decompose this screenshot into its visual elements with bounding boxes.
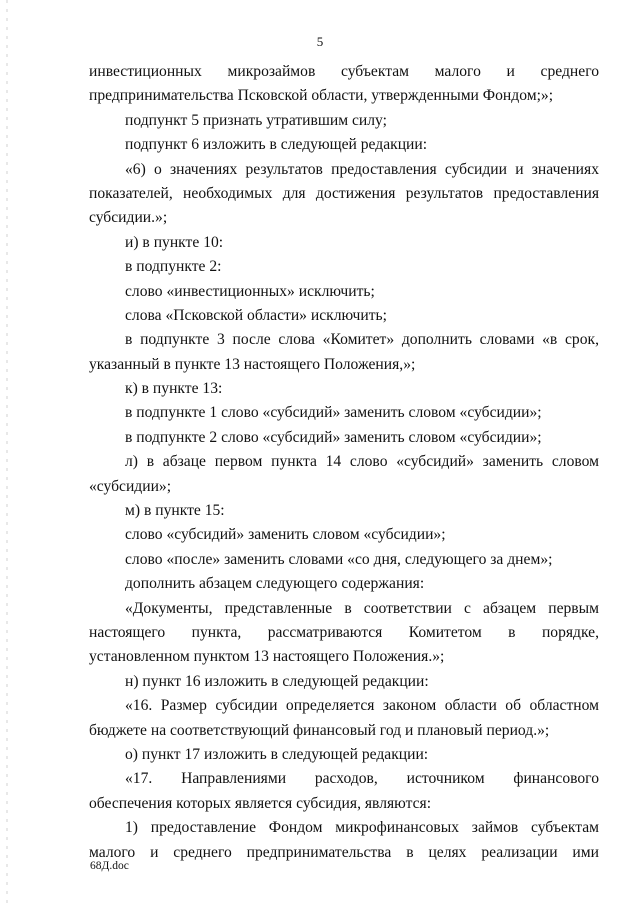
text-line: подпункт 6 изложить в следующей редакции: <box>125 136 428 154</box>
text-line: «Документы, представленные в соответствии с абзацем первым <box>125 599 599 617</box>
file-name-footer: 68Д.doc <box>90 860 129 872</box>
text-line: в подпункте 2 слово «субсидий» заменить словом «субсидии»; <box>125 428 542 446</box>
text-line: в подпункте 3 после слова «Комитет» дополнить словами «в срок, <box>125 331 599 349</box>
document-body <box>89 60 599 865</box>
text-line: слова «Псковской области» исключить; <box>125 306 388 324</box>
text-line: бюджете на соответствующий финансовый год и плановый период.»; <box>89 721 550 739</box>
text-line: о) пункт 17 изложить в следующей редакции: <box>125 745 429 763</box>
text-line: «17. Направлениями расходов, источником финансового <box>125 770 599 788</box>
text-line: обеспечения которых является субсидия, являются: <box>89 794 432 812</box>
text-line: подпункт 5 признать утратившим силу; <box>125 111 387 129</box>
text-line: в подпункте 1 слово «субсидий» заменить словом «субсидии»; <box>125 404 542 422</box>
text-line: н) пункт 16 изложить в следующей редакции: <box>125 672 429 690</box>
text-line: субсидии.»; <box>89 209 168 227</box>
text-line: м) в пункте 15: <box>125 502 225 520</box>
text-line: показателей, необходимых для достижения результатов предоставления <box>89 184 599 202</box>
text-line: л) в абзаце первом пункта 14 слово «субсидий» заменить словом <box>125 453 599 471</box>
text-line: установленном пунктом 13 настоящего Положения.»; <box>89 648 445 666</box>
text-line: в подпункте 2: <box>125 258 222 276</box>
text-line: «субсидии»; <box>89 477 172 495</box>
text-line: 1) предоставление Фондом микрофинансовых займов субъектам <box>125 819 599 837</box>
text-line: дополнить абзацем следующего содержания: <box>125 575 425 593</box>
text-line: настоящего пункта, рассматриваются Комитетом в порядке, <box>89 623 599 641</box>
text-line: предпринимательства Псковской области, утвержденными Фондом;»; <box>89 87 554 105</box>
text-line: к) в пункте 13: <box>125 380 223 398</box>
text-line: слово «субсидий» заменить словом «субсидии»; <box>125 526 446 544</box>
page-number: 5 <box>316 34 324 49</box>
text-line: «6) о значениях результатов предоставления субсидии и значениях <box>125 160 599 178</box>
text-line: «16. Размер субсидии определяется законом области об областном <box>125 697 599 715</box>
text-line: инвестиционных микрозаймов субъектам малого и среднего <box>89 63 599 80</box>
text-line: слово «инвестиционных» исключить; <box>125 282 375 300</box>
text-line: и) в пункте 10: <box>125 233 224 251</box>
scan-edge-artifact <box>6 0 8 905</box>
text-line: малого и среднего предпринимательства в целях реализации ими <box>89 843 599 861</box>
text-line: слово «после» заменить словами «со дня, следующего за днем»; <box>125 550 553 568</box>
text-line: указанный в пункте 13 настоящего Положения,»; <box>89 355 416 373</box>
